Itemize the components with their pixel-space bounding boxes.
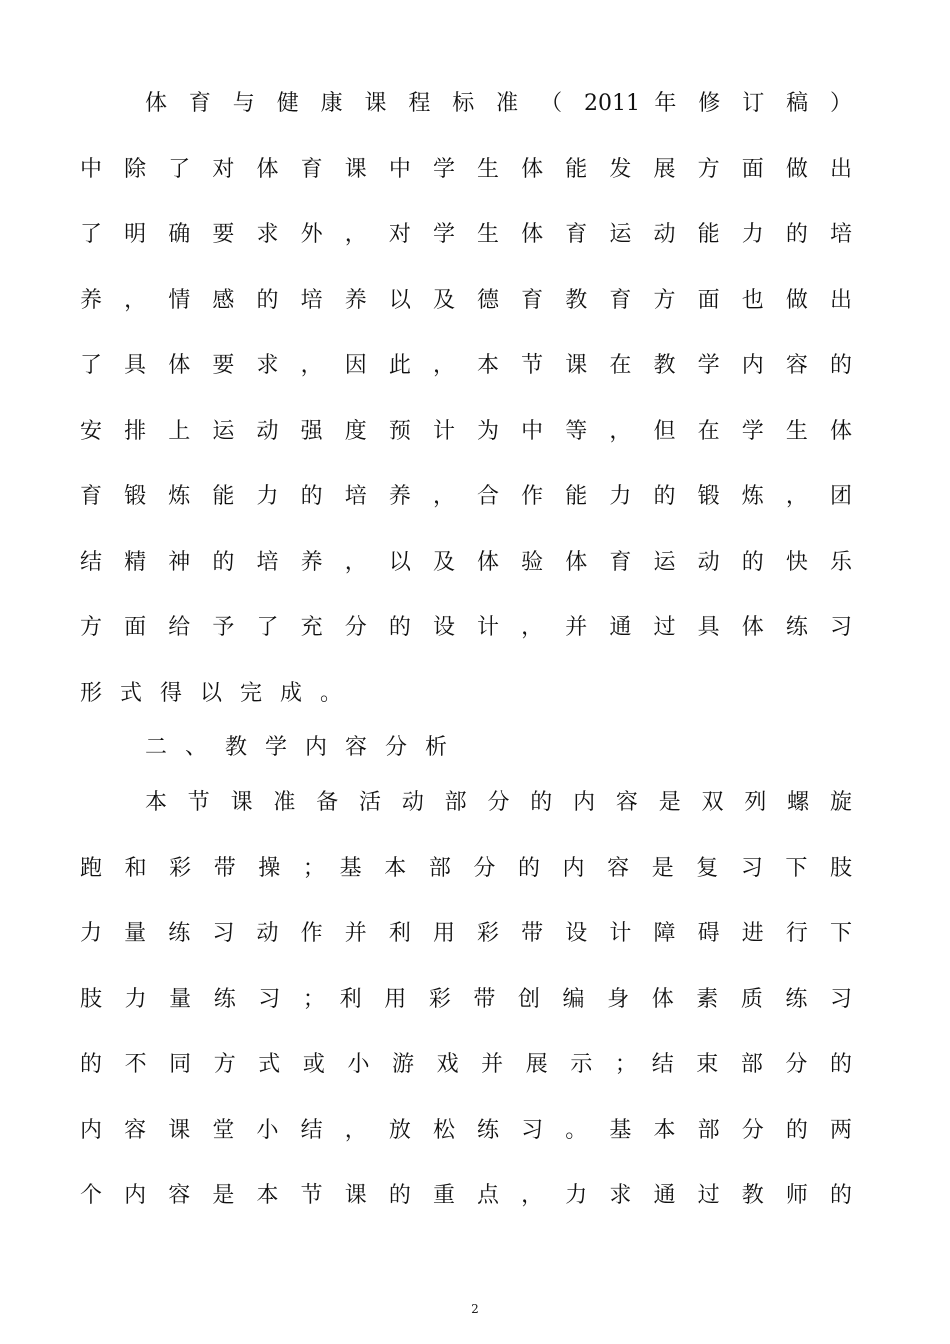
paragraph-line: 个 内 容 是 本 节 课 的 重 点 ， 力 求 通 过 教 师 的 (80, 1183, 852, 1208)
paragraph-line: 力 量 练 习 动 作 并 利 用 彩 带 设 计 障 碍 进 行 下 (80, 921, 852, 946)
paragraph-line: 了 具 体 要 求 ， 因 此 ， 本 节 课 在 教 学 内 容 的 (80, 353, 852, 378)
paragraph-line: 内 容 课 堂 小 结 ， 放 松 练 习 。 基 本 部 分 的 两 (80, 1118, 852, 1143)
paragraph-line: 肢 力 量 练 习 ； 利 用 彩 带 创 编 身 体 素 质 练 习 (80, 987, 852, 1012)
paragraph-line: 方 面 给 予 了 充 分 的 设 计 ， 并 通 过 具 体 练 习 (80, 615, 852, 640)
paragraph-line: 跑 和 彩 带 操 ； 基 本 部 分 的 内 容 是 复 习 下 肢 (80, 856, 852, 881)
paragraph-line: 本 节 课 准 备 活 动 部 分 的 内 容 是 双 列 螺 旋 (145, 790, 852, 815)
paragraph-line: 安 排 上 运 动 强 度 预 计 为 中 等 ， 但 在 学 生 体 (80, 419, 852, 444)
paragraph-line: 的 不 同 方 式 或 小 游 戏 并 展 示 ； 结 束 部 分 的 (80, 1052, 852, 1077)
paragraph-line: 体 育 与 健 康 课 程 标 准 （ 2011 年 修 订 稿 ） (145, 91, 852, 116)
section-heading: 二、教学内容分析 (145, 735, 466, 760)
paragraph-line: 形式得以完成。 (80, 681, 361, 706)
page-number: 2 (471, 1302, 479, 1316)
paragraph-line: 育 锻 炼 能 力 的 培 养 ， 合 作 能 力 的 锻 炼 ， 团 (80, 484, 852, 509)
paragraph-line: 结 精 神 的 培 养 ， 以 及 体 验 体 育 运 动 的 快 乐 (80, 550, 852, 575)
paragraph-line: 中 除 了 对 体 育 课 中 学 生 体 能 发 展 方 面 做 出 (80, 157, 852, 182)
paragraph-line: 养 ， 情 感 的 培 养 以 及 德 育 教 育 方 面 也 做 出 (80, 288, 852, 313)
paragraph-line: 了 明 确 要 求 外 ， 对 学 生 体 育 运 动 能 力 的 培 (80, 222, 852, 247)
